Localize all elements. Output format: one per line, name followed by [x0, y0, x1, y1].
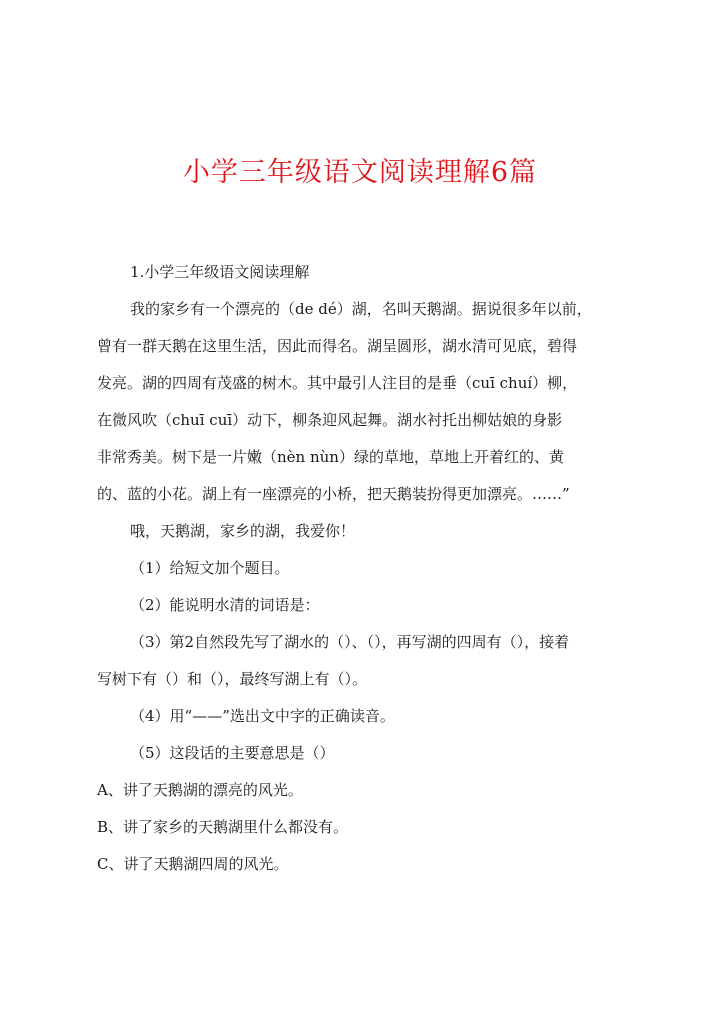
- question-line: （2）能说明水清的词语是：: [130, 596, 320, 614]
- question-line: （3）第2自然段先写了湖水的（）、（），再写湖的四周有（），接着: [130, 633, 570, 651]
- text-line: 非常秀美。树下是一片嫩（nèn nùn）绿的草地，草地上开着红的、黄: [97, 448, 564, 466]
- document-body: [97, 254, 635, 883]
- question-line: 写树下有（）和（），最终写湖上有（）。: [97, 670, 368, 688]
- text-line: 曾有一群天鹅在这里生活，因此而得名。湖呈圆形，湖水清可见底，碧得: [97, 337, 578, 355]
- text-line: 发亮。湖的四周有茂盛的树木。其中最引人注目的是垂（cuī chuí）柳，: [97, 374, 578, 392]
- text-line: 我的家乡有一个漂亮的（de dé）湖，名叫天鹅湖。据说很多年以前，: [130, 300, 592, 318]
- answer-option: C、讲了天鹅湖四周的风光。: [97, 855, 289, 873]
- text-line: 在微风吹（chuī cuī）动下，柳条迎风起舞。湖水衬托出柳姑娘的身影: [97, 411, 563, 429]
- text-line: 哦，天鹅湖，家乡的湖，我爱你！: [130, 522, 356, 540]
- text-line: 1.小学三年级语文阅读理解: [130, 263, 310, 281]
- document-title: 小学三年级语文阅读理解6篇: [182, 157, 538, 188]
- question-line: （4）用“——”选出文中字的正确读音。: [130, 707, 395, 725]
- answer-option: B、讲了家乡的天鹅湖里什么都没有。: [97, 818, 349, 836]
- answer-option: A、讲了天鹅湖的漂亮的风光。: [97, 781, 303, 799]
- question-line: （5）这段话的主要意思是（）: [130, 744, 335, 762]
- question-line: （1）给短文加个题目。: [130, 559, 290, 577]
- text-line: 的、蓝的小花。湖上有一座漂亮的小桥，把天鹅装扮得更加漂亮。……”: [97, 485, 570, 503]
